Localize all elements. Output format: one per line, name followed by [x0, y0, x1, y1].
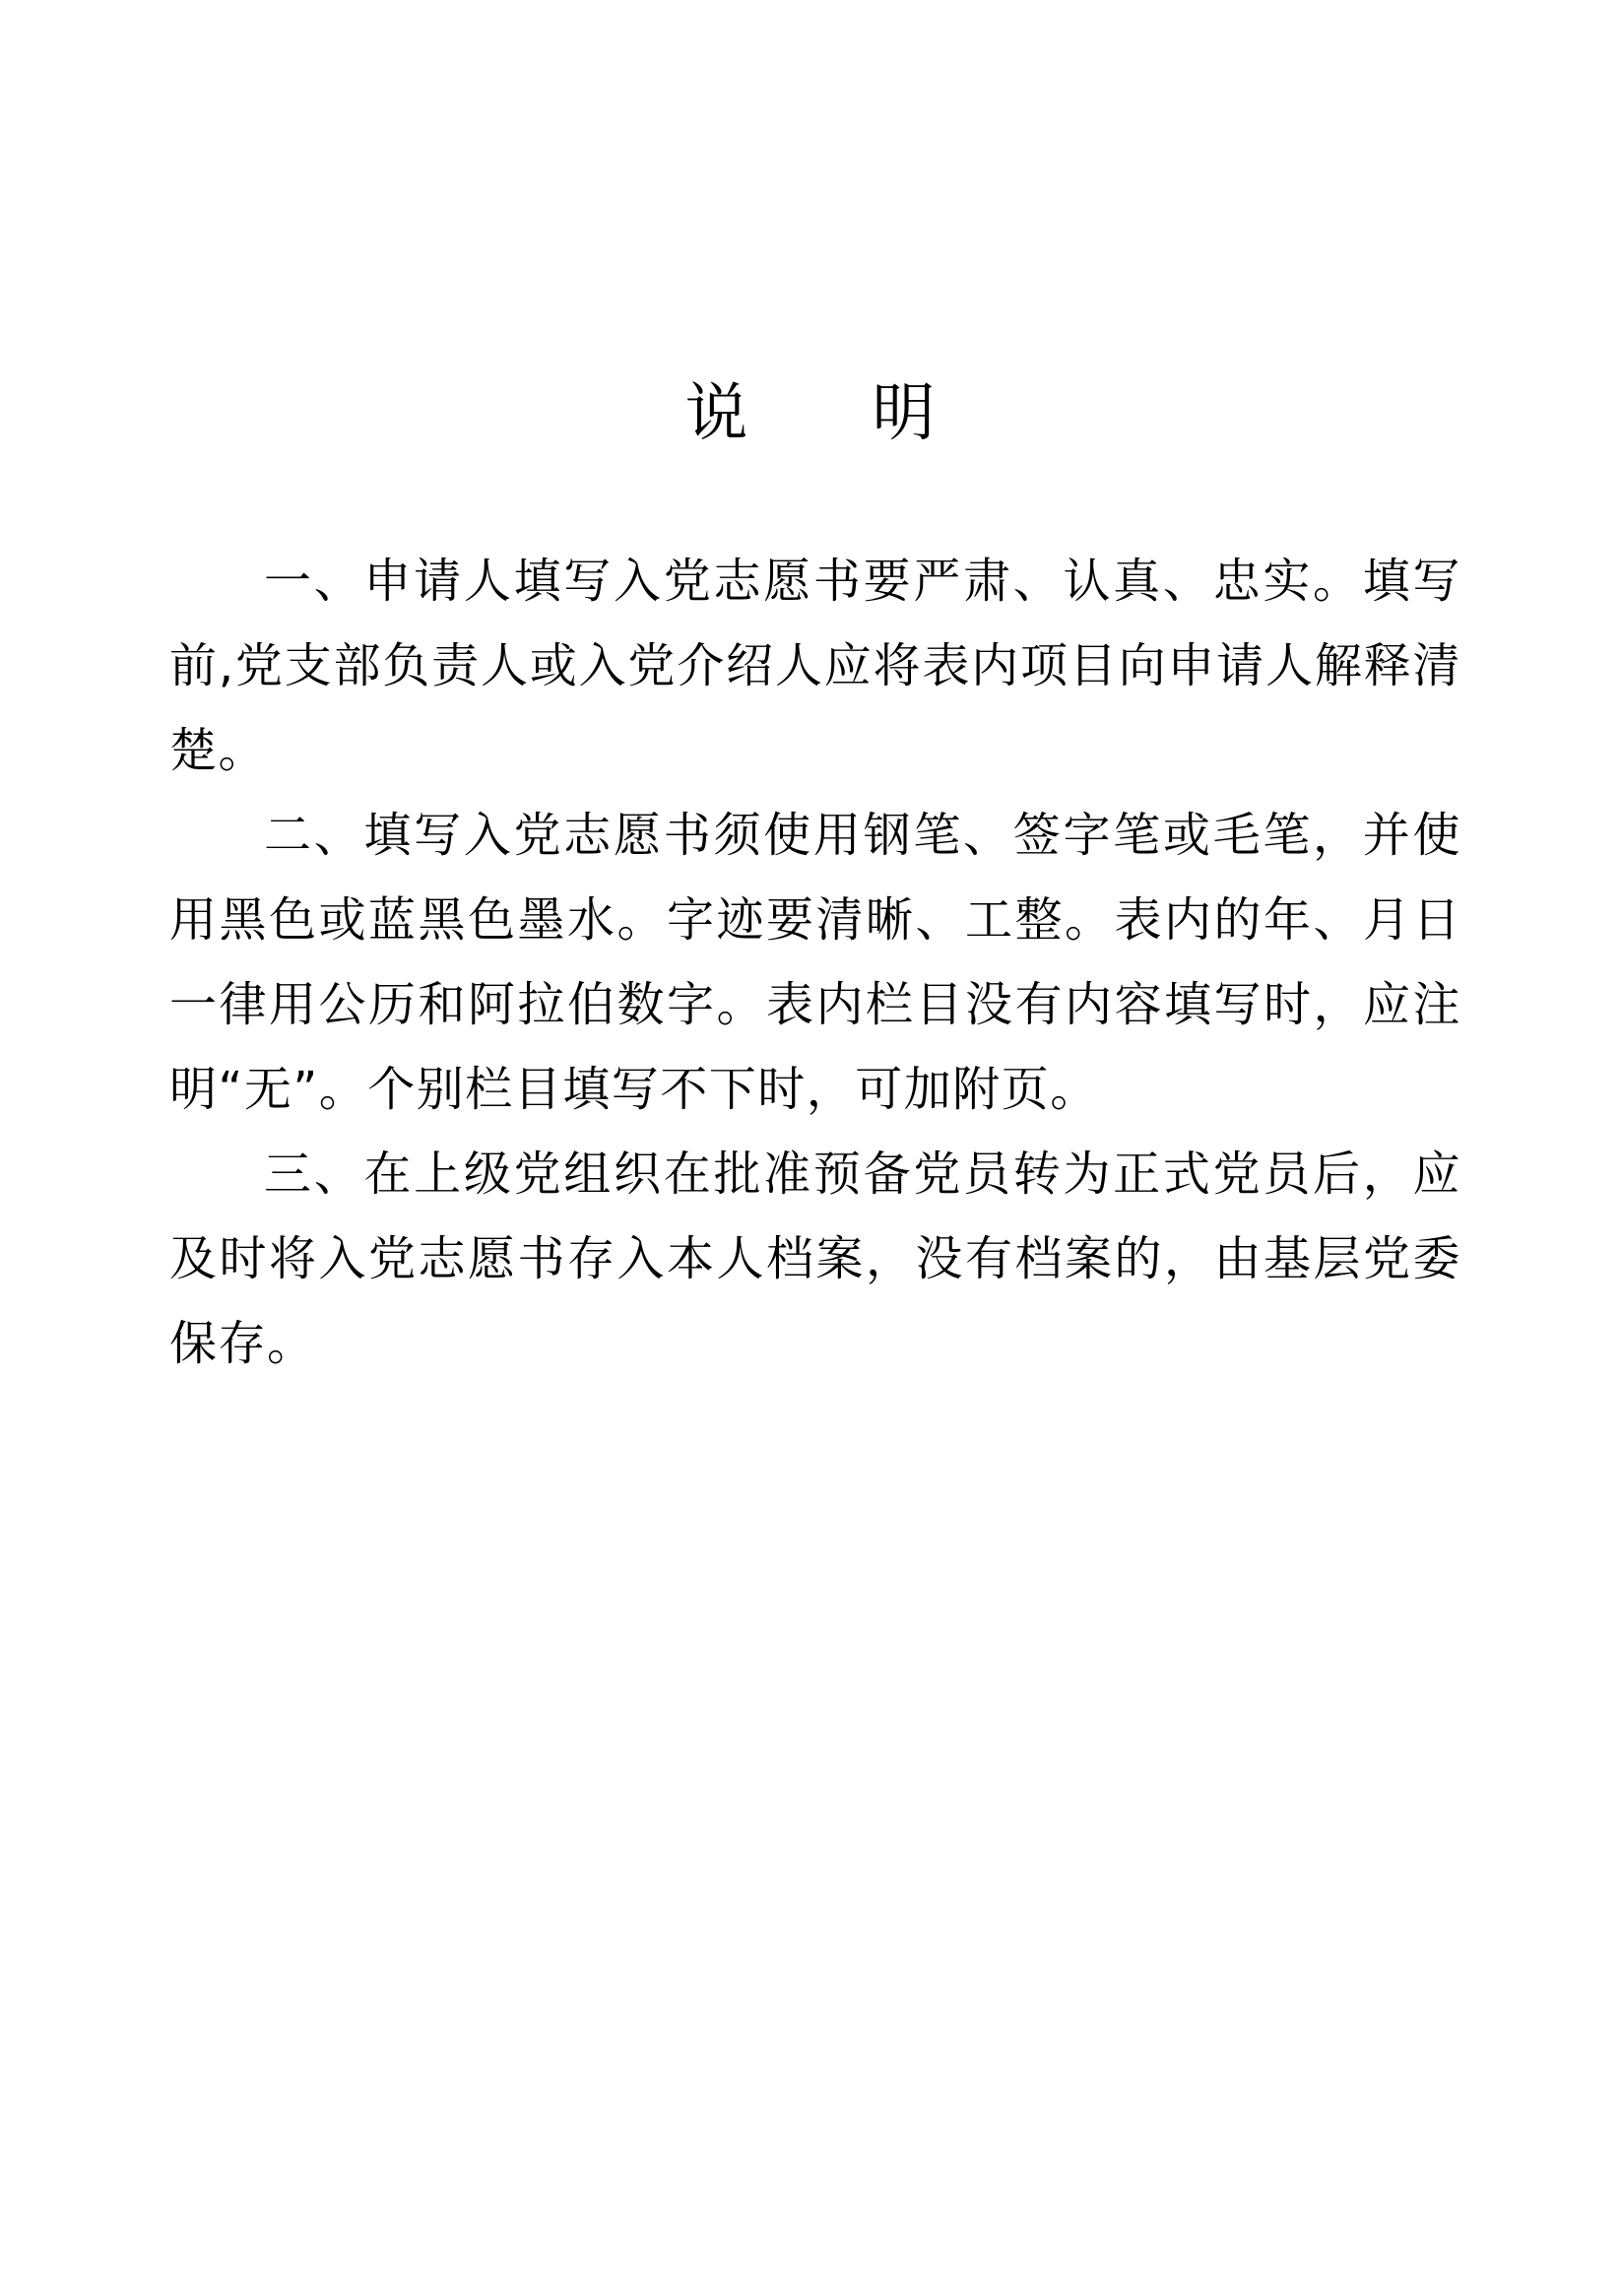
page-title [0, 374, 1620, 453]
instruction-paragraph-2: 二、填写入党志愿书须使用钢笔、签字笔或毛笔，并使用黑色或蓝黑色墨水。字迹要清晰、工整。表内的年、月日一律用公历和阿拉伯数字。表内栏目没有内容填写时，应注明“无”。个别栏目填写不下时，可加附页。 [169, 808, 1461, 1117]
instructions-body [169, 539, 1461, 1386]
instruction-paragraph-3: 三、在上级党组织在批准预备党员转为正式党员后，应及时将入党志愿书存入本人档案，没有档案的，由基层党委保存。 [169, 1147, 1461, 1371]
title-char-2: 明 [872, 377, 936, 450]
instruction-paragraph-1: 一、申请人填写入党志愿书要严肃、认真、忠实。填写前,党支部负责人或入党介绍人应将表内项目向申请人解释清楚。 [169, 554, 1461, 778]
title-char-1: 说 [684, 377, 748, 450]
